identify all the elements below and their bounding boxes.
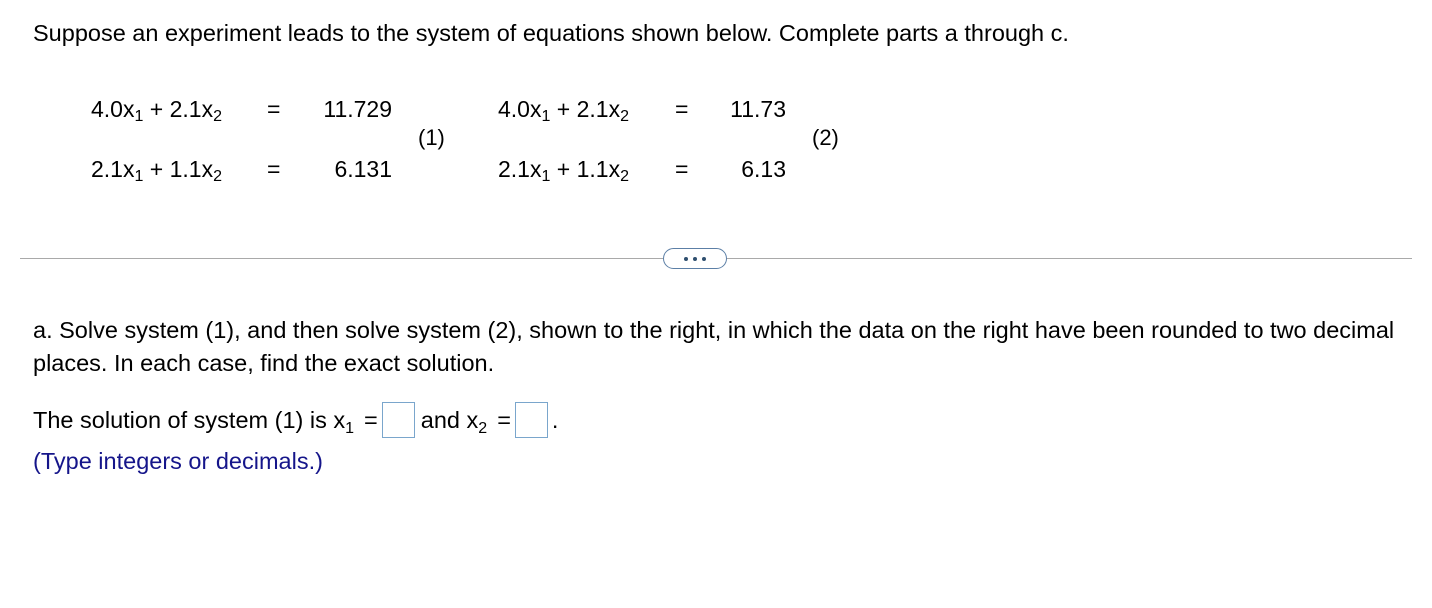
system1-row1-lhs: $4.0x_1 + 2.1x_2$ [91, 96, 222, 125]
answer-equals-1: = [364, 406, 378, 433]
system2-label: (2) [812, 125, 839, 150]
system1-row2-rhs: 6.131 [334, 156, 392, 182]
section-divider-left [20, 258, 663, 259]
dot-icon [684, 257, 688, 261]
x2-answer-input[interactable] [515, 402, 548, 438]
answer-mid: and $x_2$ [420, 406, 488, 437]
answer-line [33, 402, 558, 438]
section-divider-right [727, 258, 1412, 259]
system1-row1-equals: = [267, 96, 281, 122]
dot-icon [702, 257, 706, 261]
question-intro: Suppose an experiment leads to the system of equations shown below. Complete parts a through c. [33, 20, 1069, 46]
system1-label: (1) [418, 125, 445, 150]
answer-format-hint: (Type integers or decimals.) [33, 448, 323, 474]
system1-row2-equals: = [267, 156, 281, 182]
system2-row1-rhs: 11.73 [730, 96, 786, 122]
expand-more-button[interactable] [663, 248, 727, 269]
part-a-question: a. Solve system (1), and then solve system (2), shown to the right, in which the data on the right have been rounded to two decimal places. In each case, find the exact solution. [33, 317, 1395, 376]
system1-row2-lhs: $2.1x_1 + 1.1x_2$ [91, 156, 222, 185]
system2-row1-lhs: $4.0x_1 + 2.1x_2$ [498, 96, 629, 125]
system2-row1-equals: = [675, 96, 689, 122]
answer-end: . [551, 406, 559, 433]
system2-row2-lhs: $2.1x_1 + 1.1x_2$ [498, 156, 629, 185]
system1-row1-rhs: 11.729 [323, 96, 392, 122]
answer-equals-2: = [497, 406, 511, 433]
answer-prefix: The solution of system (1) is $x_1$ [33, 406, 355, 437]
dot-icon [693, 257, 697, 261]
system2-row2-equals: = [675, 156, 689, 182]
x1-answer-input[interactable] [382, 402, 415, 438]
system2-row2-rhs: 6.13 [741, 156, 786, 182]
